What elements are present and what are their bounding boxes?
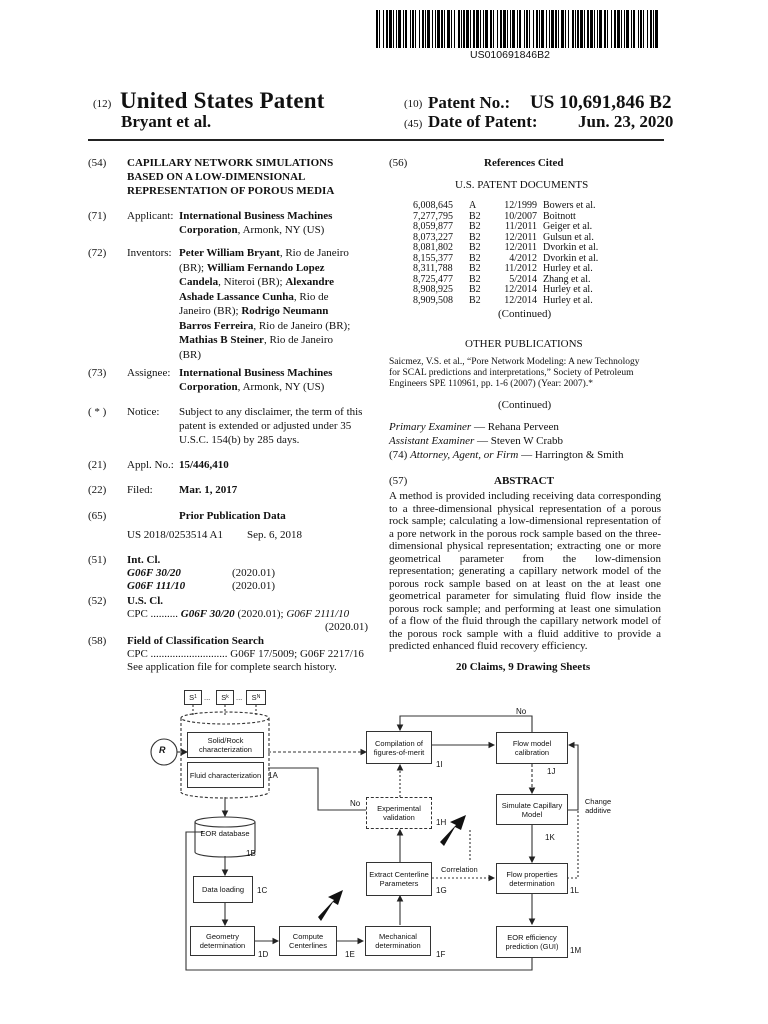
patent-title: United States Patent: [120, 88, 325, 113]
f56-code: (56): [389, 157, 408, 169]
field-search-title: Field of Classification Search: [127, 635, 264, 647]
sample-box-s1: S 1: [184, 690, 202, 705]
ellipsis-2: ...: [236, 693, 243, 702]
ref-date: 12/2011: [504, 242, 537, 253]
patent-no-code: (10): [404, 98, 423, 110]
no-label-top: No: [516, 707, 527, 716]
ref-date: 11/2011: [504, 221, 537, 232]
patent-no-label: Patent No.:: [428, 93, 511, 112]
data-loading-box: Data loading: [193, 876, 253, 903]
assignee-label: Assignee:: [127, 367, 171, 379]
ref-number: 8,908,925: [413, 284, 453, 295]
experimental-box: Experimental validation: [366, 797, 432, 829]
f57-code: (57): [389, 475, 408, 487]
f21-code: (21): [88, 459, 107, 471]
ref-number: 8,909,508: [413, 294, 453, 306]
ref-date: 4/2012: [509, 252, 537, 264]
compute-centerlines-box: Compute Centerlines: [279, 926, 337, 956]
f52-code: (52): [88, 595, 107, 607]
inventors-short: Bryant et al.: [121, 112, 212, 131]
us-docs-title: U.S. PATENT DOCUMENTS: [455, 179, 589, 191]
other-pubs-title: OTHER PUBLICATIONS: [465, 338, 583, 350]
ref-number: 8,059,877: [413, 221, 453, 232]
abstract-text: A method is provided including receiving data corresponding to a three-dimensional physical representation of a porous rock sample; calculating a low-dimensional representation of a pore network in the porous rock sample based on the three-dimensional physical representation; extracting one or more geometrical parameter from the low-dimension representation; generating a capillary network model of the porous rock sample based on at least on the at least one geometrical parameter for simulating fluid flow inside the porous rock sample; and performing at least one simulation of a flow of the fluid through the capillary network model of the porous rock sample with a fluid additive to provide a predicted enhanced fluid recovery efficiency.: [389, 490, 661, 652]
label-1k: 1K: [545, 833, 555, 842]
label-1h: 1H: [436, 818, 447, 827]
simulate-box: Simulate Capillary Model: [496, 794, 568, 825]
f72-code: (72): [88, 247, 107, 259]
assignee: International Business Machines Corporation, Armonk, NY (US): [179, 367, 333, 393]
other-pubs-text: Saicmez, V.S. et al., “Pore Network Modeling: A new Technology for SCAL predictions and interpretations,” Society of Petroleum Engineers SPE 110961, pp. 1-6 (2007) (Year: 2007).*: [389, 357, 640, 389]
ref-author: Zhang et al.: [543, 273, 591, 285]
field-search-cpc: CPC ............................ G06F 17/5009; G06F 2217/16: [127, 648, 364, 660]
label-1j: 1J: [547, 767, 556, 776]
compilation-box: Compilation of figures-of-merit: [366, 731, 432, 764]
ref-number: 8,311,788: [413, 263, 453, 274]
label-1m: 1M: [570, 946, 582, 955]
change-additive-label: Change additive: [584, 797, 612, 815]
ref-number: 8,155,377: [413, 252, 453, 264]
ref-date: 12/2014: [504, 294, 537, 306]
ref-number: 8,073,227: [413, 231, 453, 243]
ref-author: Dvorkin et al.: [543, 252, 599, 264]
ref-author: Bowers et al.: [543, 200, 596, 211]
ref-kind: B2: [469, 252, 481, 264]
ref-date: 12/2011: [504, 231, 537, 243]
continued-2: (Continued): [498, 399, 552, 411]
ref-author: Hurley et al.: [543, 284, 593, 295]
ref-kind: B2: [469, 221, 481, 232]
us-cl-cpc: CPC .......... G06F 30/20 (2020.01); G06F 2111/10: [127, 608, 350, 620]
solid-rock-box: Solid/Rock characterization: [187, 732, 264, 758]
ref-number: 7,277,795: [413, 210, 453, 222]
ref-author: Gulsun et al.: [543, 231, 594, 243]
label-1d: 1D: [258, 950, 269, 959]
ref-author: Dvorkin et al.: [543, 242, 599, 253]
abstract-title: ABSTRACT: [494, 475, 554, 487]
int-cl-title: Int. Cl.: [127, 554, 161, 566]
filed-label: Filed:: [127, 484, 153, 496]
barcode-number: US010691846B2: [470, 49, 550, 61]
label-1g: 1G: [436, 886, 447, 895]
flow-calibration-box: Flow model calibration: [496, 732, 568, 764]
prior-pub-title: Prior Publication Data: [179, 510, 286, 522]
int-cl-2-date: (2020.01): [232, 580, 276, 592]
date-code: (45): [404, 118, 423, 130]
ref-date: 10/2007: [504, 210, 537, 222]
no-label-mid: No: [350, 799, 361, 808]
prior-pub-date: Sep. 6, 2018: [247, 529, 302, 541]
f51-code: (51): [88, 554, 107, 566]
ref-kind: B2: [469, 242, 481, 253]
ellipsis-1: ...: [204, 693, 211, 702]
ref-kind: B2: [469, 263, 481, 274]
us-cl-date: (2020.01): [325, 621, 369, 633]
references-title: References Cited: [484, 157, 564, 169]
sample-box-sn: S N: [246, 690, 266, 705]
label-1l: 1L: [570, 886, 579, 895]
ref-date: 5/2014: [509, 273, 537, 285]
ref-author: Hurley et al.: [543, 294, 593, 306]
applicant: International Business Machines Corporation, Armonk, NY (US): [179, 210, 333, 236]
label-1a: 1A: [268, 771, 278, 780]
us-cl-title: U.S. Cl.: [127, 595, 164, 607]
label-1i: 1I: [436, 760, 443, 769]
notice-code: ( * ): [88, 406, 107, 418]
f54-code: (54): [88, 157, 107, 169]
patent-date: Jun. 23, 2020: [578, 112, 674, 131]
f71-code: (71): [88, 210, 107, 222]
attorney: (74) Attorney, Agent, or Firm — Harrington & Smith: [389, 449, 624, 461]
geometry-box: Geometry determination: [190, 926, 255, 956]
kind-code: (12): [93, 98, 112, 110]
primary-examiner: Primary Examiner — Rehana Perveen: [389, 421, 559, 433]
int-cl-1-date: (2020.01): [232, 567, 276, 579]
ref-number: 8,725,477: [413, 273, 453, 285]
correlation-label: Correlation: [441, 865, 478, 874]
ref-kind: B2: [469, 294, 481, 306]
int-cl-1: G06F 30/20: [127, 567, 181, 579]
appl-no-label: Appl. No.:: [127, 459, 174, 471]
claims-sheets: 20 Claims, 9 Drawing Sheets: [456, 661, 591, 673]
applicant-label: Applicant:: [127, 210, 174, 222]
notice-text: Subject to any disclaimer, the term of this patent is extended or adjusted under 35 U.S.C. 154(b) by 285 days.: [179, 406, 363, 446]
inventors-list: Peter William Bryant, Rio de Janeiro (BR); William Fernando Lopez Candela, Niteroi (BR); Alexandre Ashade Lassance Cunha, Rio de Janeiro (BR); Rodrigo Neumann Barros Ferreira, Rio de Janeiro (BR); Mathias B Steiner, Rio de Janeiro (BR): [179, 247, 351, 361]
f65-code: (65): [88, 510, 107, 522]
f73-code: (73): [88, 367, 107, 379]
f58-code: (58): [88, 635, 107, 647]
ref-date: 12/1999: [504, 200, 537, 211]
field-search-note: See application file for complete search history.: [127, 661, 337, 673]
label-1b: 1B: [246, 849, 256, 858]
ref-kind: B2: [469, 273, 481, 285]
eor-efficiency-box: EOR efficiency prediction (GUI): [496, 926, 568, 958]
extract-box: Extract Centerline Parameters: [366, 862, 432, 896]
continued-1: (Continued): [498, 308, 552, 320]
assistant-examiner: Assistant Examiner — Steven W Crabb: [389, 435, 564, 447]
patent-no: US 10,691,846 B2: [530, 92, 672, 113]
appl-no: 15/446,410: [179, 459, 229, 471]
ref-kind: A: [469, 200, 477, 211]
f22-code: (22): [88, 484, 107, 496]
ref-number: 6,008,645: [413, 200, 453, 211]
notice-label: Notice:: [127, 406, 160, 418]
sample-box-sk: S k: [216, 690, 234, 705]
ref-date: 11/2012: [504, 263, 537, 274]
label-1e: 1E: [345, 950, 355, 959]
ref-number: 8,081,802: [413, 242, 453, 253]
prior-pub-number: US 2018/0253514 A1: [127, 529, 223, 541]
ref-kind: B2: [469, 210, 481, 222]
mechanical-box: Mechanical determination: [365, 926, 431, 956]
label-1c: 1C: [257, 886, 268, 895]
eor-database-label: EOR database: [200, 829, 250, 838]
inventors-label: Inventors:: [127, 247, 172, 259]
ref-author: Hurley et al.: [543, 263, 593, 274]
r-label: R: [159, 745, 166, 755]
label-1f: 1F: [436, 950, 446, 959]
ref-author: Boitnott: [543, 210, 576, 222]
ref-date: 12/2014: [504, 284, 537, 295]
flow-properties-box: Flow properties determination: [496, 863, 568, 894]
date-label: Date of Patent:: [428, 112, 538, 131]
ref-kind: B2: [469, 231, 481, 243]
invention-title: CAPILLARY NETWORK SIMULATIONS BASED ON A LOW-DIMENSIONAL REPRESENTATION OF POROUS MEDIA: [127, 157, 335, 197]
int-cl-2: G06F 111/10: [127, 580, 186, 592]
ref-kind: B2: [469, 284, 481, 295]
fluid-box: Fluid characterization: [187, 762, 264, 788]
filed-date: Mar. 1, 2017: [179, 484, 238, 496]
ref-author: Geiger et al.: [543, 221, 593, 232]
